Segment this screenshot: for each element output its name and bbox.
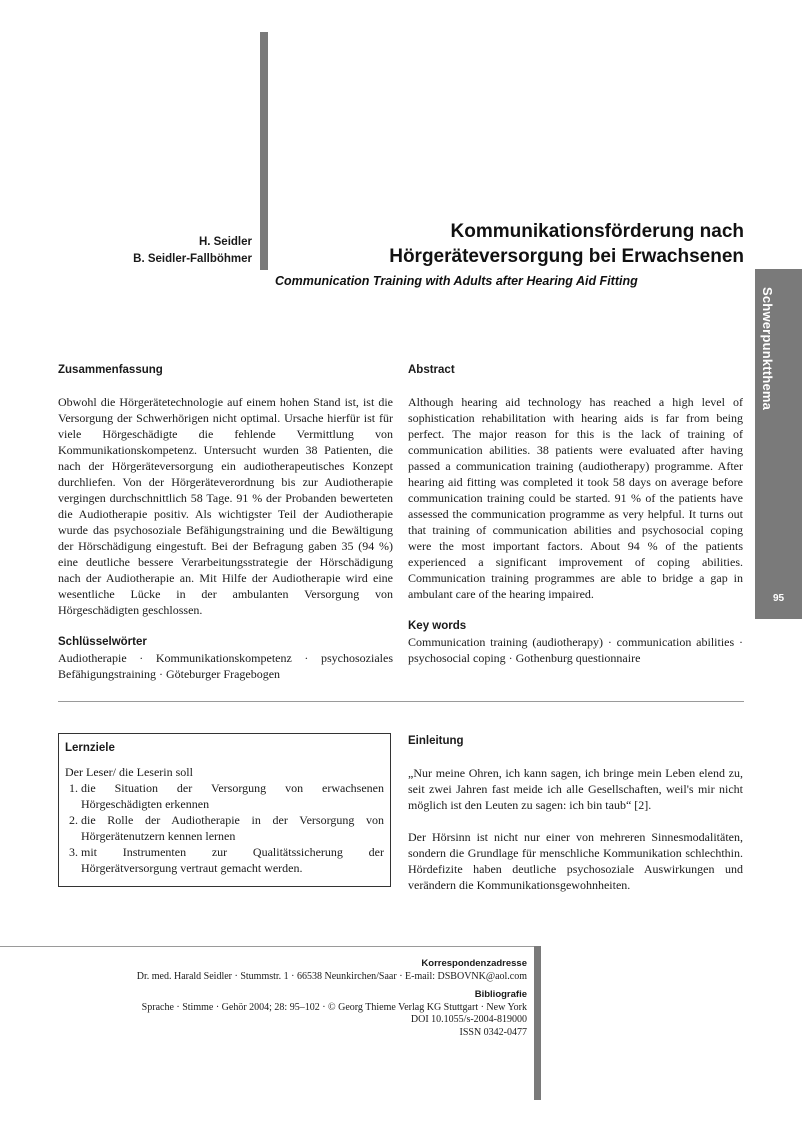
- author-name: H. Seidler: [198, 236, 252, 248]
- title-line: Hörgeräteversorgung bei Erwachsenen: [389, 246, 744, 267]
- issn: ISSN 0342-0477: [459, 1026, 527, 1038]
- footer-info: [137, 958, 527, 1039]
- section-heading: Einleitung: [408, 735, 464, 747]
- objectives-list: [65, 780, 384, 876]
- section-sidebar: [755, 269, 802, 619]
- zusammenfassung-section: [58, 362, 393, 682]
- article-title: [389, 219, 744, 269]
- header-accent-bar: [260, 32, 268, 270]
- bibliography-heading: Bibliografie: [474, 989, 527, 1000]
- section-heading: Abstract: [408, 364, 455, 376]
- list-item: 1. die Situation der Versorgung von erwachsenen Hörgeschädigten erkennen: [81, 780, 384, 812]
- box-heading: Lernziele: [65, 742, 115, 754]
- section-divider: [58, 701, 744, 702]
- author-list: [133, 234, 252, 268]
- correspondence-address: Dr. med. Harald Seidler · Stummstr. 1 · 66538 Neunkirchen/Saar · E-mail: DSBOVNK@aol.com: [136, 970, 527, 982]
- article-subtitle: Communication Training with Adults after Hearing Aid Fitting: [275, 274, 638, 288]
- keywords-de: Audiotherapie · Kommunikationskompetenz · psychosoziales Befähigungstraining · Göteburger Fragebogen: [58, 651, 393, 681]
- learning-objectives-box: [58, 733, 391, 887]
- page-number: 95: [772, 593, 785, 604]
- box-intro: Der Leser/ die Leserin soll: [65, 765, 193, 779]
- correspondence-heading: Korrespondenzadresse: [421, 958, 527, 969]
- doi: DOI 10.1055/s-2004-819000: [410, 1014, 527, 1025]
- intro-quote: „Nur meine Ohren, ich kann sagen, ich bringe mein Leben elend zu, seit zwei Jahren fast meide ich alle Gesellschaften, weil's mir nicht möglich ist den Leuten zu sagen: ich bin taub“ [2].: [408, 766, 743, 812]
- title-line: Kommunikationsförderung nach: [450, 221, 744, 242]
- citation: Sprache · Stimme · Gehör 2004; 28: 95–102 · © Georg Thieme Verlag KG Stuttgart · New York: [141, 1001, 527, 1013]
- keywords-heading: Key words: [408, 620, 467, 632]
- section-heading: Zusammenfassung: [58, 364, 163, 376]
- footer-divider: [0, 946, 540, 947]
- list-item: 3. mit Instrumenten zur Qualitätssicherung der Hörgerätversorgung vertraut gemacht werden.: [81, 844, 384, 876]
- intro-paragraph: Der Hörsinn ist nicht nur einer von mehreren Sinnesmodalitäten, sondern die Grundlage für menschliche Kommunikation schlechthin. Hördefizite haben deutliche psychosoziale Auswirkungen und verändern die Kommunikationsgewohnheiten.: [408, 830, 743, 892]
- footer-accent-bar: [534, 946, 541, 1100]
- abstract-body-de: Obwohl die Hörgerätetechnologie auf einem hohen Stand ist, ist die Versorgung der Schwerhörigen nicht optimal. Ursache hierfür ist für viele Hörgeschädigte die fehlende Vermittlung von Kommunikationskompetenz. Untersucht wurden 38 Patienten, die nach der Hörgeräteversorgung ein audiotherapeutisches Konzept durchliefen. Von der Hörgeräteverordnung bis zur Audiotherapie vergingen durchschnittlich 58 Tage. 91 % der Probanden bewerteten die Audiotherapie positiv. Als wichtigster Teil der Audiotherapie wurde das psychosoziale Befähigungstraining und die Bewältigung der Hörschädigung eingestuft. Bei der Befragung gaben 35 (94 %) eine deutliche bessere Verarbeitungsstrategie der Hörschädigung nach der Audiotherapie an. Mit Hilfe der Audiotherapie wird eine wesentliche Lücke in der ambulanten Versorgung von Hörgeschädigten geschlossen.: [58, 395, 393, 617]
- abstract-section: [408, 362, 743, 666]
- list-item: 2. die Rolle der Audiotherapie in der Versorgung von Hörgerätenutzern kennen lernen: [81, 812, 384, 844]
- section-label: Schwerpunktthema: [760, 287, 775, 411]
- einleitung-section: [408, 733, 743, 893]
- author-name: B. Seidler-Fallböhmer: [133, 253, 252, 265]
- keywords-heading: Schlüsselwörter: [58, 636, 147, 648]
- keywords-en: Communication training (audiotherapy) · communication abilities · psychosocial coping · Gothenburg questionnaire: [408, 635, 743, 665]
- abstract-body-en: Although hearing aid technology has reached a high level of sophistication rehabilitation with hearing aids is far from being perfect. The major reason for this is the lack of training of communication abilities. 38 patients were evaluated after having passed a communication training (audiotherapy) programme. After hearing aid fitting was completed it took 58 days on average before communication training could be started. 91 % of the patients have assessed the communication programme as very helpful. It turns out that training of communication abilities and psychosocial coping were the most important factors. About 94 % of the patients experienced a significant improvement of coping abilities. Communication training programmes are able to bridge a gap in ambulant care of the hearing impaired.: [408, 395, 743, 601]
